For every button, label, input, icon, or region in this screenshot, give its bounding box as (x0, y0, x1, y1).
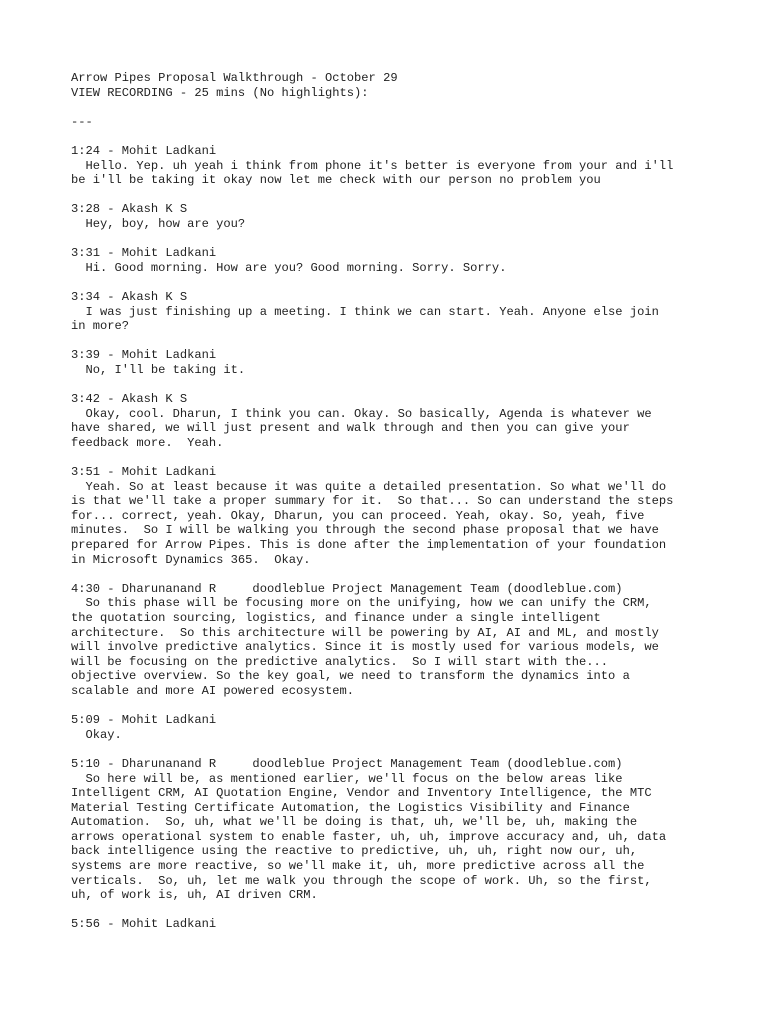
entry-heading: 3:51 - Mohit Ladkani (71, 465, 217, 480)
entry-text-line: Hey, boy, how are you? (71, 216, 246, 231)
entry-heading: 3:42 - Akash K S (71, 392, 188, 407)
entry-text-line: architecture. So this architecture will be powering by AI, AI and ML, and mostly (71, 625, 659, 640)
entry-text-line: will be focusing on the predictive analytics. So I will start with the... (71, 654, 609, 669)
transcript-entries (71, 129, 711, 932)
entry-text-line: Okay, cool. Dharun, I think you can. Okay. So basically, Agenda is whatever we (71, 406, 652, 421)
spacer (71, 129, 711, 144)
entry-text-line: So this phase will be focusing more on the unifying, how we can unify the CRM, (71, 596, 652, 611)
entry-text-line: Material Testing Certificate Automation, the Logistics Visibility and Finance (71, 800, 630, 815)
transcript-entry (71, 202, 711, 231)
transcript-entry (71, 246, 711, 275)
spacer (71, 567, 711, 582)
transcript-document (71, 71, 711, 932)
entry-text-line: minutes. So I will be walking you through the second phase proposal that we have (71, 523, 659, 538)
entry-text-line: objective overview. So the key goal, we need to transform the dynamics into a (71, 669, 630, 684)
entry-text-line: feedback more. Yeah. (71, 435, 224, 450)
entry-text-line: Intelligent CRM, AI Quotation Engine, Vendor and Inventory Intelligence, the MTC (71, 786, 652, 801)
entry-heading: 3:34 - Akash K S (71, 289, 188, 304)
entry-text-line: prepared for Arrow Pipes. This is done after the implementation of your foundation (71, 538, 667, 552)
entry-heading: 5:10 - Dharunanand R doodleblue Project Management Team (doodleblue.com) (71, 756, 623, 771)
entry-heading: 3:28 - Akash K S (71, 202, 188, 217)
transcript-entry (71, 392, 711, 450)
entry-text-line: scalable and more AI powered ecosystem. (71, 683, 355, 698)
entry-text-line: have shared, we will just present and walk through and then you can give your (71, 421, 630, 436)
spacer (71, 699, 711, 714)
entry-heading: 5:09 - Mohit Ladkani (71, 713, 217, 728)
entry-text-line: for... correct, yeah. Okay, Dharun, you can proceed. Yeah, okay. So, yeah, five (71, 508, 645, 523)
entry-text-line: will involve predictive analytics. Since it is mostly used for various models, we (71, 640, 659, 655)
entry-text-line: in more? (71, 319, 130, 334)
entry-text-line: be i'll be taking it okay now let me check with our person no problem you (71, 173, 601, 188)
spacer (71, 903, 711, 918)
transcript-entry (71, 582, 711, 699)
document-title: Arrow Pipes Proposal Walkthrough - October 29 (71, 71, 398, 85)
spacer (71, 742, 711, 757)
entry-heading: 1:24 - Mohit Ladkani (71, 143, 217, 158)
transcript-entry (71, 757, 711, 903)
recording-info: VIEW RECORDING - 25 mins (No highlights): (71, 85, 369, 100)
entry-text-line: verticals. So, uh, let me walk you through the scope of work. Uh, so the first, (71, 873, 652, 888)
entry-text-line: Hello. Yep. uh yeah i think from phone it's better is everyone from your and i'll (71, 158, 674, 173)
entry-text-line: I was just finishing up a meeting. I think we can start. Yeah. Anyone else join (71, 304, 659, 319)
entry-heading: 3:31 - Mohit Ladkani (71, 246, 217, 261)
entry-heading: 5:56 - Mohit Ladkani (71, 917, 217, 932)
transcript-entry (71, 713, 711, 742)
spacer (71, 275, 711, 290)
spacer (71, 377, 711, 392)
spacer (71, 232, 711, 247)
entry-text-line: Hi. Good morning. How are you? Good morning. Sorry. Sorry. (71, 260, 507, 275)
transcript-entry (71, 465, 711, 567)
transcript-entry (71, 348, 711, 377)
entry-text-line: in Microsoft Dynamics 365. Okay. (71, 552, 311, 567)
entry-heading: 4:30 - Dharunanand R doodleblue Project Management Team (doodleblue.com) (71, 581, 623, 596)
entry-text-line: Okay. (71, 727, 122, 742)
transcript-entry (71, 917, 711, 932)
spacer (71, 188, 711, 203)
spacer (71, 100, 711, 115)
entry-text-line: So here will be, as mentioned earlier, we'll focus on the below areas like (71, 771, 623, 786)
transcript-entry (71, 144, 711, 188)
entry-text-line: is that we'll take a proper summary for it. So that... So can understand the steps (71, 494, 674, 509)
entry-text-line: Yeah. So at least because it was quite a detailed presentation. So what we'll do (71, 479, 667, 494)
entry-text-line: arrows operational system to enable faster, uh, uh, improve accuracy and, uh, data (71, 829, 667, 844)
entry-text-line: Automation. So, uh, what we'll be doing is that, uh, we'll be, uh, making the (71, 815, 638, 830)
entry-text-line: systems are more reactive, so we'll make it, uh, more predictive across all the (71, 859, 645, 874)
spacer (71, 450, 711, 465)
transcript-entry (71, 290, 711, 334)
entry-text-line: No, I'll be taking it. (71, 362, 246, 377)
entry-heading: 3:39 - Mohit Ladkani (71, 348, 217, 363)
separator: --- (71, 114, 93, 129)
spacer (71, 334, 711, 349)
entry-text-line: uh, of work is, uh, AI driven CRM. (71, 888, 318, 903)
entry-text-line: back intelligence using the reactive to predictive, uh, uh, right now our, uh, (71, 844, 638, 859)
entry-text-line: the quotation sourcing, logistics, and finance under a single intelligent (71, 610, 601, 625)
